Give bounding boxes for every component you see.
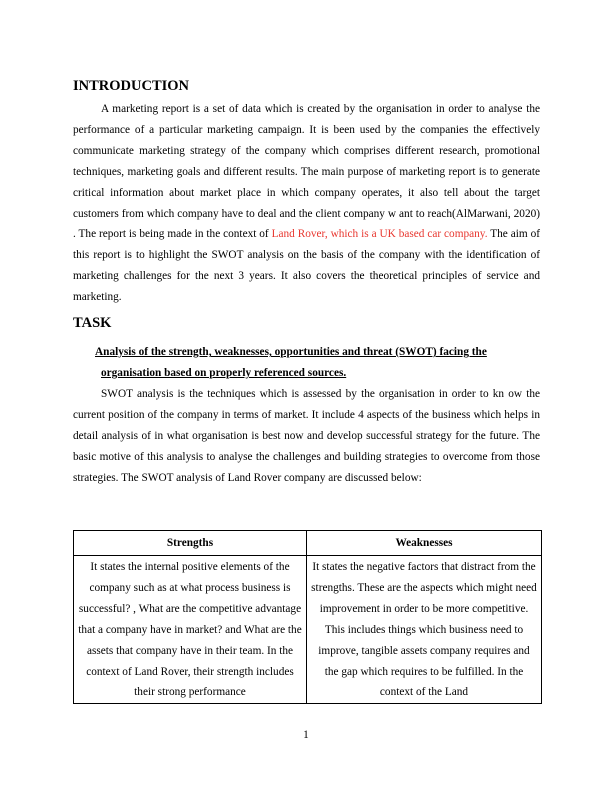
introduction-paragraph bbox=[73, 99, 540, 308]
strengths-header: Strengths bbox=[74, 531, 307, 556]
weaknesses-header: Weaknesses bbox=[307, 531, 542, 556]
task-subheading bbox=[95, 342, 540, 384]
swot-content-row bbox=[74, 556, 542, 704]
intro-text-b: The aim of this report is to highlight the SWOT analysis on the basis of the company with the identification of marketing challenges for the next 3 years. It also covers the theoretical principles of service and marketing. bbox=[73, 228, 540, 304]
intro-highlight-text: Land Rover, which is a UK based car company. bbox=[271, 228, 488, 241]
page-number: 1 bbox=[303, 729, 309, 741]
introduction-heading: INTRODUCTION bbox=[73, 78, 190, 94]
strengths-cell: It states the internal positive elements of the company such as at what process business is successful? , What are the competitive advantage that a company have in market? and What are the assets that company have in their team. In the context of Land Rover, their strength includes their strong performance bbox=[74, 556, 307, 704]
swot-header-row bbox=[74, 531, 542, 556]
intro-text-a: A marketing report is a set of data which is created by the organisation in order to analyse the performance of a particular marketing campaign. It is been used by the companies the effectively communicate marketing strategy of the company which comprises different research, promotional techniques, marketing goals and different results. The main purpose of marketing report is to generate critical information about market place in which company operates, it also tell about the target customers from which company have to deal and the client company w ant to reach(AlMarwani, 2020) . The report is being made in the context of bbox=[73, 103, 540, 241]
task-paragraph: SWOT analysis is the techniques which is assessed by the organisation in order to kn ow the current position of the company in terms of market. It include 4 aspects of the business which helps in detail analysis of in what organisation is best now and develop successful strategy for the future. The basic motive of this analysis to analyse the challenges and building strategies to overcome from those strategies. The SWOT analysis of Land Rover company are discussed below: bbox=[73, 388, 540, 484]
task-heading: TASK bbox=[73, 315, 112, 331]
task-subheading-line2: organisation based on properly referenced sources. bbox=[101, 366, 347, 379]
weaknesses-cell: It states the negative factors that distract from the strengths. These are the aspects which might need improvement in order to be more competitive. This includes things which business need to improve, tangible assets company requires and the gap which requires to be fulfilled. In the context of the Land bbox=[307, 556, 542, 704]
task-subheading-line1: Analysis of the strength, weaknesses, opportunities and threat (SWOT) facing the bbox=[95, 346, 487, 358]
swot-table bbox=[73, 530, 542, 704]
